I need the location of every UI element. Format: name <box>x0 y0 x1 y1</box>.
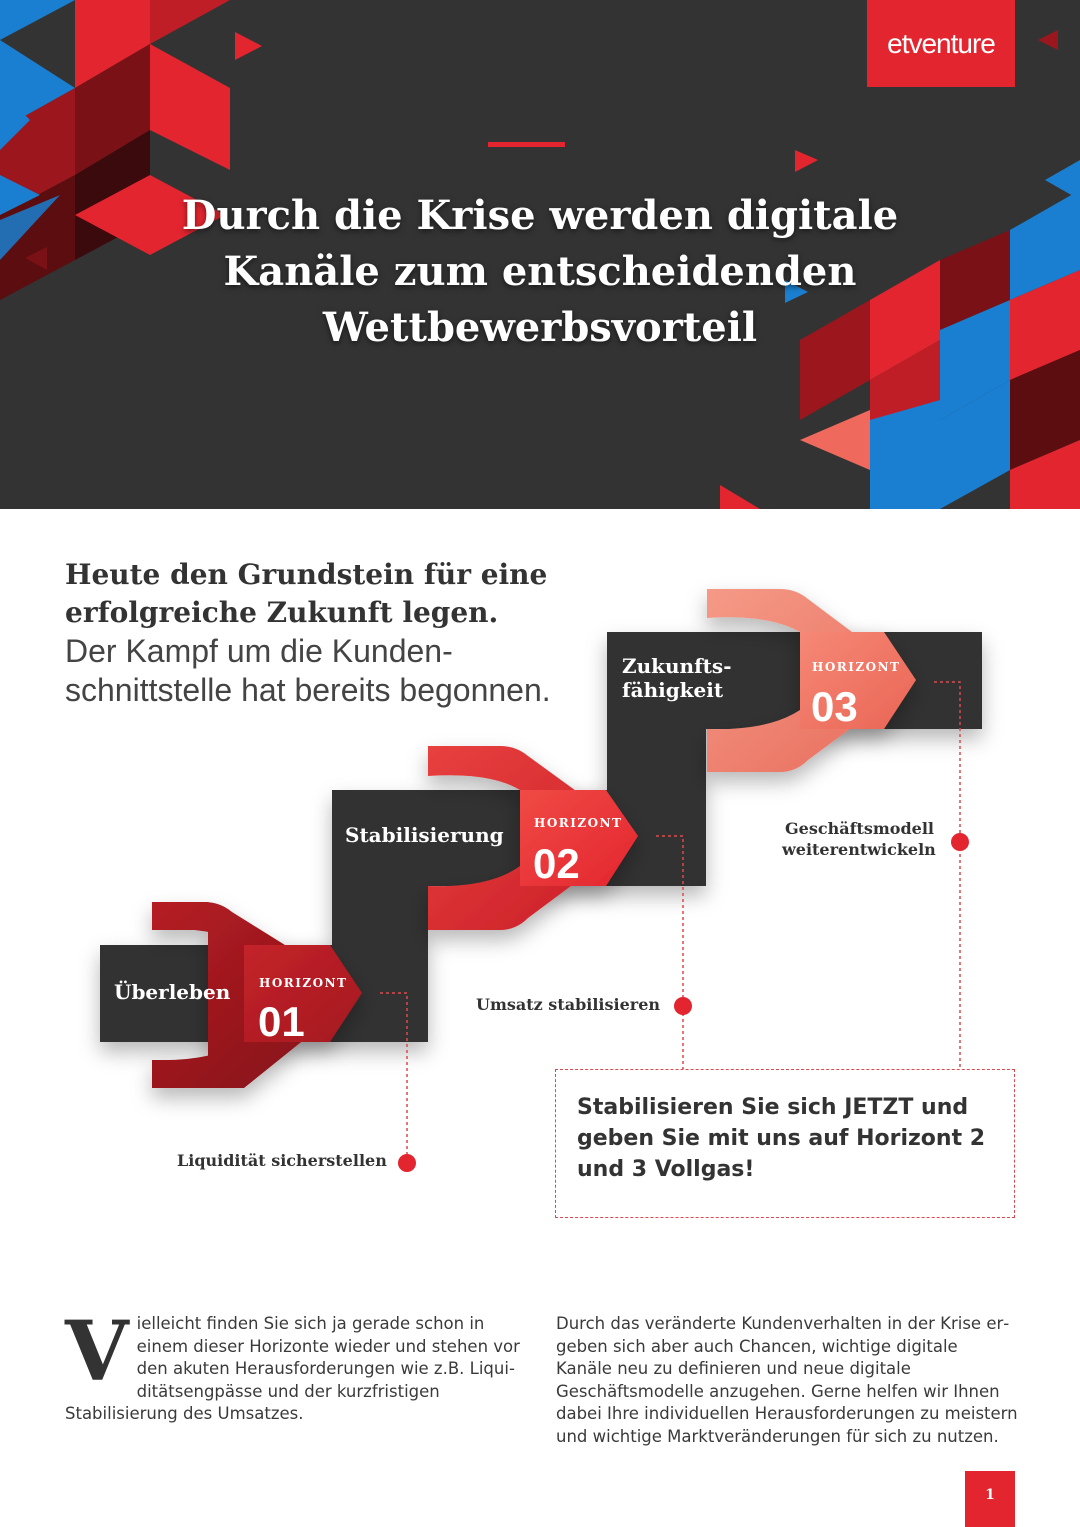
body-column-right: Durch das veränderte Kundenverhalten in der Krise ergeben sich aber auch Chancen, wichtige digitale Kanäle neu zu definieren und neue digitale Geschäftsmodelle anzugehen. Gerne helfen wir Ihnen dabei Ihre individuellen Herausforderungen zu meistern und wichtige Marktveränderungen für sich zu nutzen. <box>556 1314 1018 1446</box>
hero-banner <box>0 0 1080 509</box>
horizon-02-annotation: Umsatz stabilisieren <box>476 995 660 1014</box>
etventure-logo[interactable]: etventure <box>867 0 1015 87</box>
hero-title-line-2: Kanäle zum entscheidenden <box>223 248 857 295</box>
horizon-03-caption: HORIZONT <box>812 660 901 674</box>
body-column-left <box>65 1304 527 1426</box>
horizon-02-label: Stabilisierung <box>345 823 504 847</box>
hero-title <box>140 188 940 356</box>
horizon-03-label: Zukunftsfähigkeit <box>622 654 732 702</box>
lead-light: Der Kampf um die Kundenschnittstelle hat bereits begonnen. <box>65 633 551 708</box>
horizon-01-number: 01 <box>258 998 305 1045</box>
cta-text: Stabilisieren Sie sich JETZT und geben Sie mit uns auf Horizont 2 und 3 Vollgas! <box>577 1095 986 1182</box>
horizon-03-annotation <box>782 818 934 860</box>
lead-strong: Heute den Grundstein für eine erfolgreiche Zukunft legen. <box>65 558 548 629</box>
hero-title-line-1: Durch die Krise werden digitale <box>181 192 899 239</box>
horizon-03-annotation-line-1: Geschäftsmodell <box>785 819 934 838</box>
page-number: 1 <box>965 1471 1015 1527</box>
horizon-03-annotation-line-2: weiterentwickeln <box>782 840 936 859</box>
title-accent-line <box>488 142 565 147</box>
body-left-text: ielleicht finden Sie sich ja gerade schon in einem dieser Horizonte wieder und stehen vor den akuten Herausforderungen wie z.B. Liquiditätsengpässe und der kurzfristigen Stabilisierung des Umsatzes. <box>65 1314 520 1424</box>
dropcap: V <box>65 1304 129 1400</box>
cta-box <box>555 1069 1015 1218</box>
horizon-01-label: Überleben <box>114 980 231 1004</box>
horizon-02-caption: HORIZONT <box>534 816 623 830</box>
horizon-01-annotation: Liquidität sicherstellen <box>177 1151 387 1170</box>
horizon-02-number: 02 <box>533 840 580 887</box>
horizon-01-caption: HORIZONT <box>259 976 348 990</box>
horizon-03-number: 03 <box>811 683 858 730</box>
hero-title-line-3: Wettbewerbsvorteil <box>322 304 758 351</box>
